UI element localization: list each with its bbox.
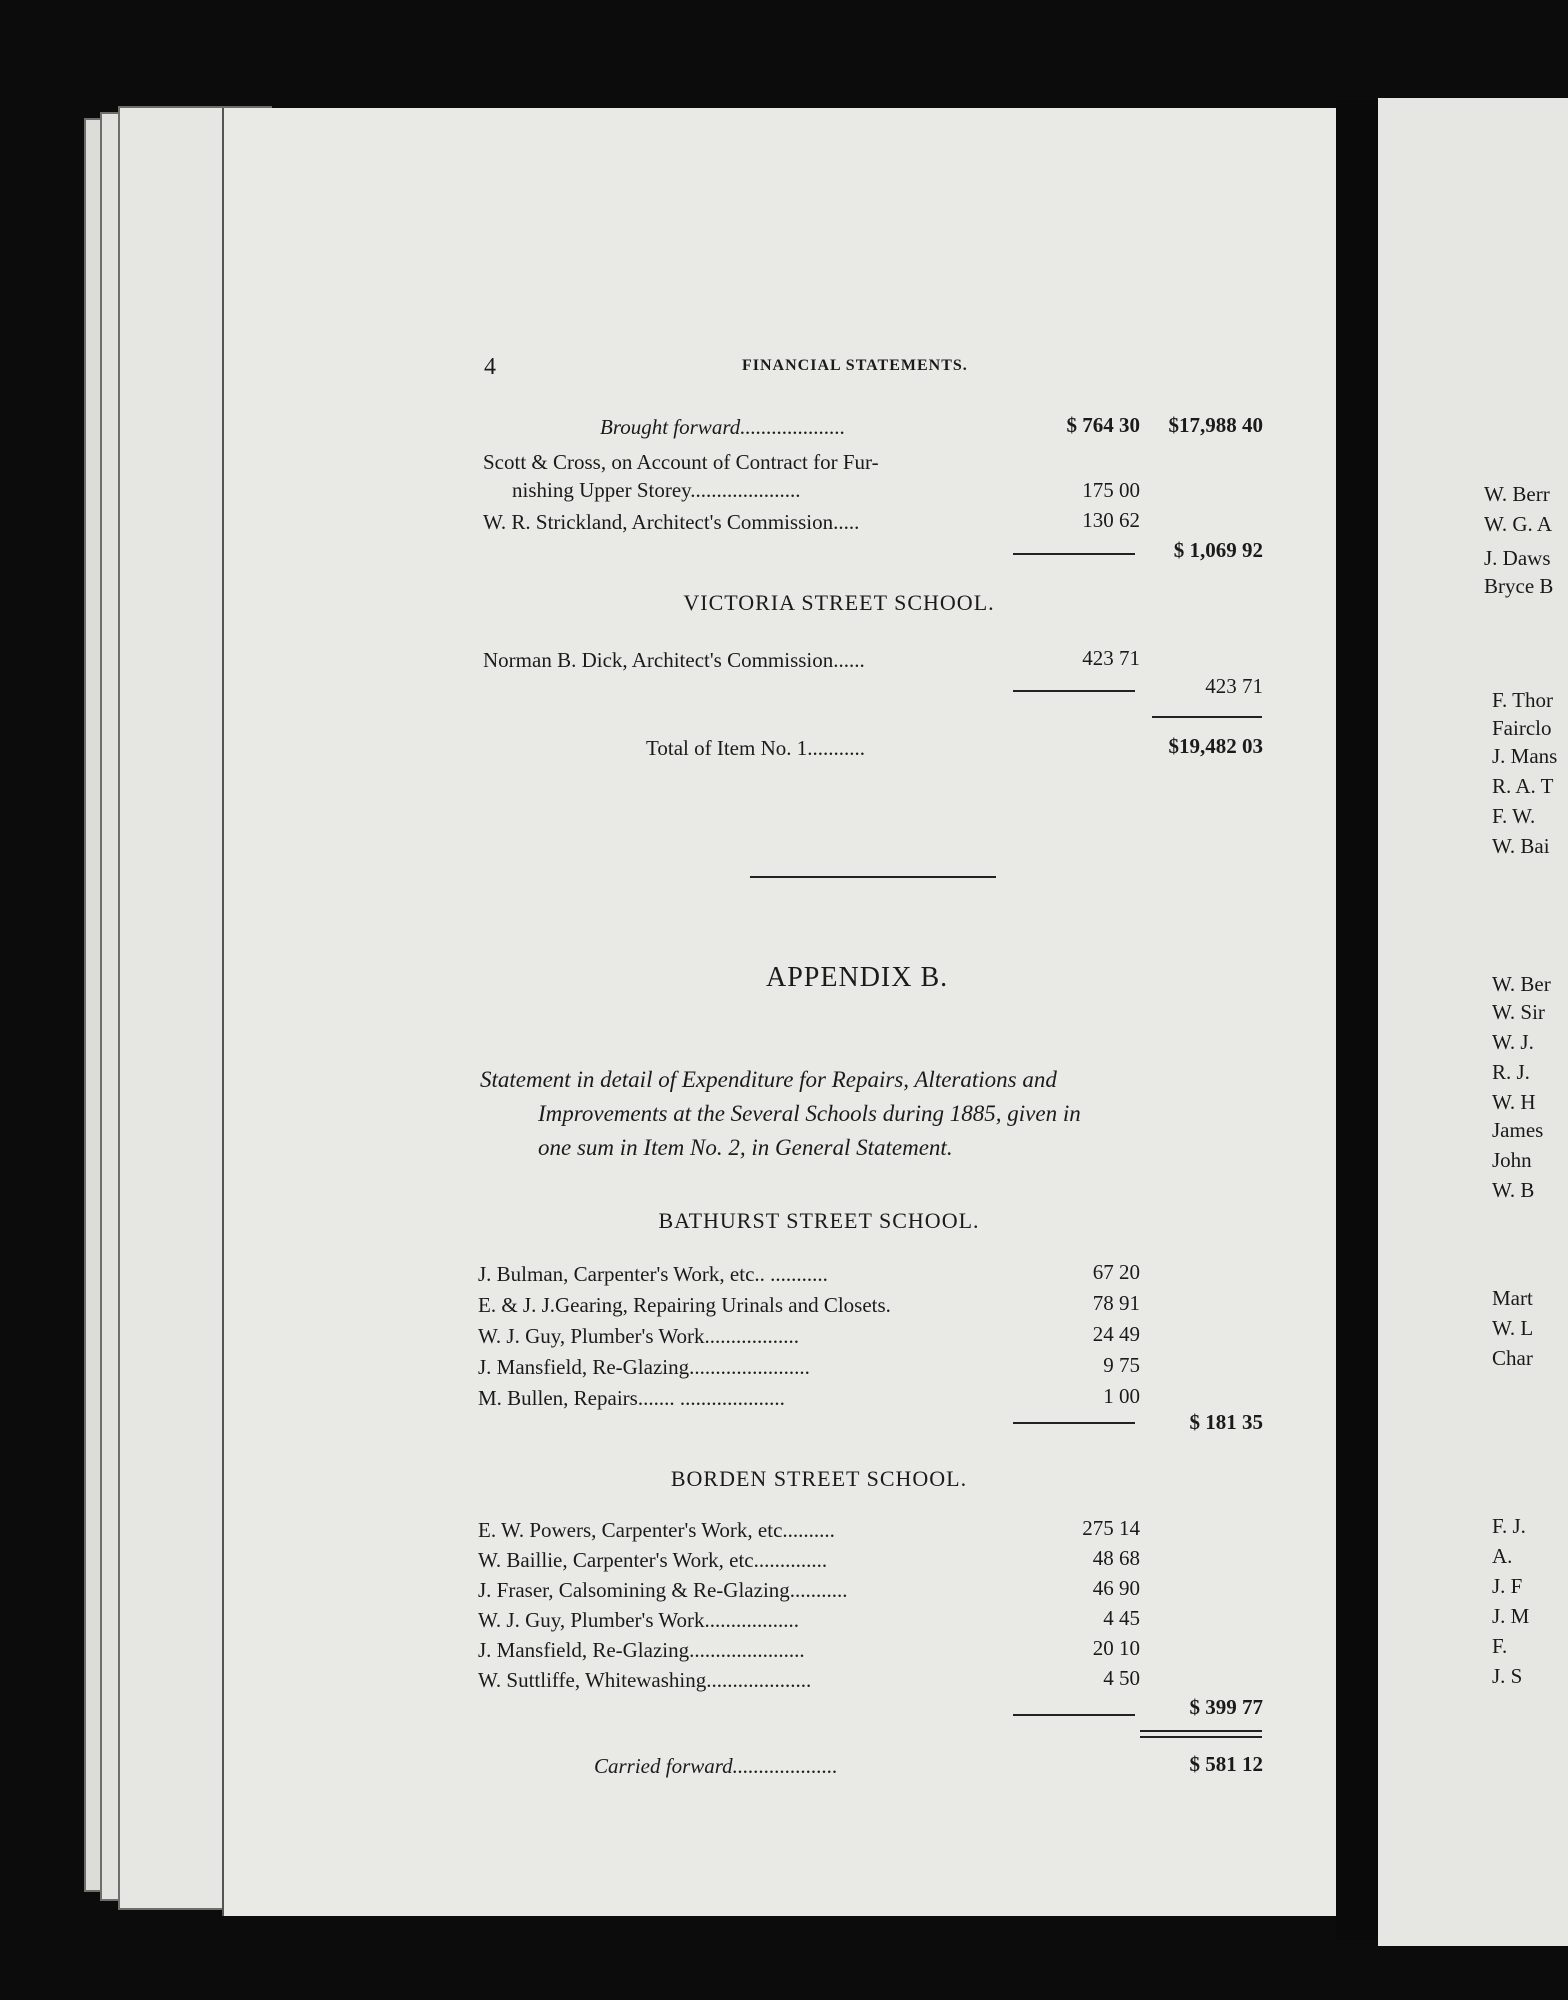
- bathurst-row-amount: 9 75: [1103, 1353, 1140, 1377]
- right-page-name: W. B: [1492, 1178, 1535, 1202]
- total-item-value: $19,482 03: [1168, 734, 1263, 758]
- bathurst-row-amount: 67 20: [1092, 1260, 1140, 1284]
- borden-subtotal: $ 399 77: [1189, 1695, 1263, 1719]
- borden-row-amount: 46 90: [1092, 1576, 1140, 1600]
- rule: [1152, 716, 1262, 718]
- brought-forward-col2: $17,988 40: [1168, 413, 1263, 437]
- appendix-title: APPENDIX B.: [766, 962, 949, 993]
- carried-forward-amount: $ 581 12: [1189, 1752, 1263, 1776]
- right-page-name: R. A. T: [1492, 774, 1554, 798]
- right-page-name: Bryce B: [1484, 574, 1554, 598]
- right-page-name: A.: [1492, 1544, 1513, 1568]
- right-page-name: F. Thor: [1492, 688, 1553, 712]
- total-item-label: Total of Item No. 1...........: [646, 736, 865, 760]
- top-subtotal: $ 1,069 92: [1173, 538, 1263, 562]
- running-head: FINANCIAL STATEMENTS.: [742, 357, 968, 374]
- borden-row-label: J. Fraser, Calsomining & Re-Glazing...........: [478, 1578, 848, 1602]
- rule: [1013, 1422, 1135, 1424]
- right-page-name: W. G. A: [1484, 512, 1553, 536]
- borden-row-label: W. J. Guy, Plumber's Work..................: [478, 1608, 799, 1632]
- dick-label: Norman B. Dick, Architect's Commission......: [483, 648, 865, 672]
- rule: [1140, 1736, 1262, 1738]
- right-page-name: J. S: [1492, 1664, 1523, 1688]
- borden-row-label: W. Baillie, Carpenter's Work, etc..............: [478, 1548, 828, 1572]
- scott-cross-label-2: nishing Upper Storey.....................: [512, 478, 801, 502]
- strickland-amount: 130 62: [1082, 508, 1140, 532]
- right-page-name: J. Daws: [1484, 546, 1551, 570]
- right-page-name: Fairclo: [1492, 716, 1552, 740]
- page-number: 4: [484, 354, 496, 380]
- bathurst-row-label: W. J. Guy, Plumber's Work..................: [478, 1324, 799, 1348]
- bathurst-row-label: E. & J. J.Gearing, Repairing Urinals and Closets.: [478, 1293, 891, 1317]
- bathurst-row-label: J. Bulman, Carpenter's Work, etc.. ...........: [478, 1262, 828, 1286]
- dick-amount: 423 71: [1082, 646, 1140, 670]
- borden-row-label: J. Mansfield, Re-Glazing......................: [478, 1638, 805, 1662]
- bathurst-row-label: J. Mansfield, Re-Glazing.......................: [478, 1355, 810, 1379]
- carried-forward-label: Carried forward....................: [594, 1754, 838, 1778]
- borden-row-label: W. Suttliffe, Whitewashing....................: [478, 1668, 812, 1692]
- rule: [1013, 553, 1135, 555]
- brought-forward-label: Brought forward....................: [600, 415, 846, 439]
- right-page-name: W. L: [1492, 1316, 1534, 1340]
- scott-cross-amount: 175 00: [1082, 478, 1140, 502]
- right-page-name: Char: [1492, 1346, 1533, 1370]
- statement-line-2: Improvements at the Several Schools during 1885, given in: [538, 1101, 1081, 1126]
- right-page-name: James: [1492, 1118, 1544, 1142]
- strickland-label: W. R. Strickland, Architect's Commission.....: [483, 510, 860, 534]
- borden-row-amount: 4 45: [1103, 1606, 1140, 1630]
- borden-row-amount: 275 14: [1082, 1516, 1140, 1540]
- right-page-name: F.: [1492, 1634, 1508, 1658]
- rule: [1013, 690, 1135, 692]
- right-page-name: W. H: [1492, 1090, 1536, 1114]
- bathurst-row-amount: 1 00: [1103, 1384, 1140, 1408]
- borden-row-label: E. W. Powers, Carpenter's Work, etc..........: [478, 1518, 835, 1542]
- bathurst-heading: BATHURST STREET SCHOOL.: [658, 1208, 980, 1233]
- victoria-subtotal: 423 71: [1205, 674, 1263, 698]
- right-page-name: W. J.: [1492, 1030, 1534, 1054]
- borden-row-amount: 4 50: [1103, 1666, 1140, 1690]
- right-page-name: F. W.: [1492, 804, 1536, 828]
- right-page-name: W. Berr: [1484, 482, 1550, 506]
- bathurst-row-amount: 78 91: [1092, 1291, 1140, 1315]
- scott-cross-label-1: Scott & Cross, on Account of Contract for Fur-: [483, 450, 879, 474]
- rule: [1013, 1714, 1135, 1716]
- victoria-heading: VICTORIA STREET SCHOOL.: [683, 590, 995, 615]
- right-page-name: R. J.: [1492, 1060, 1530, 1084]
- right-page-name: W. Sir: [1492, 1000, 1545, 1024]
- right-page-name: W. Ber: [1492, 972, 1551, 996]
- right-page-name: John: [1492, 1148, 1532, 1172]
- book-gutter: [1336, 100, 1378, 1940]
- statement-line-1: Statement in detail of Expenditure for Repairs, Alterations and: [480, 1067, 1057, 1092]
- right-page-name: J. Mans: [1492, 744, 1558, 768]
- borden-heading: BORDEN STREET SCHOOL.: [670, 1466, 968, 1491]
- right-page-name: W. Bai: [1492, 834, 1550, 858]
- right-page-partial: [1378, 98, 1568, 1946]
- right-page-name: F. J.: [1492, 1514, 1526, 1538]
- right-page-name: J. M: [1492, 1604, 1530, 1628]
- bathurst-row-label: M. Bullen, Repairs....... ....................: [478, 1386, 785, 1410]
- borden-row-amount: 48 68: [1092, 1546, 1140, 1570]
- borden-row-amount: 20 10: [1092, 1636, 1140, 1660]
- statement-line-3: one sum in Item No. 2, in General Statement.: [538, 1135, 953, 1160]
- right-page-name: Mart: [1492, 1286, 1533, 1310]
- rule: [1140, 1730, 1262, 1732]
- bathurst-subtotal: $ 181 35: [1189, 1410, 1263, 1434]
- right-page-name: J. F: [1492, 1574, 1523, 1598]
- section-divider: [750, 876, 996, 878]
- brought-forward-col1: $ 764 30: [1066, 413, 1140, 437]
- bathurst-row-amount: 24 49: [1092, 1322, 1140, 1346]
